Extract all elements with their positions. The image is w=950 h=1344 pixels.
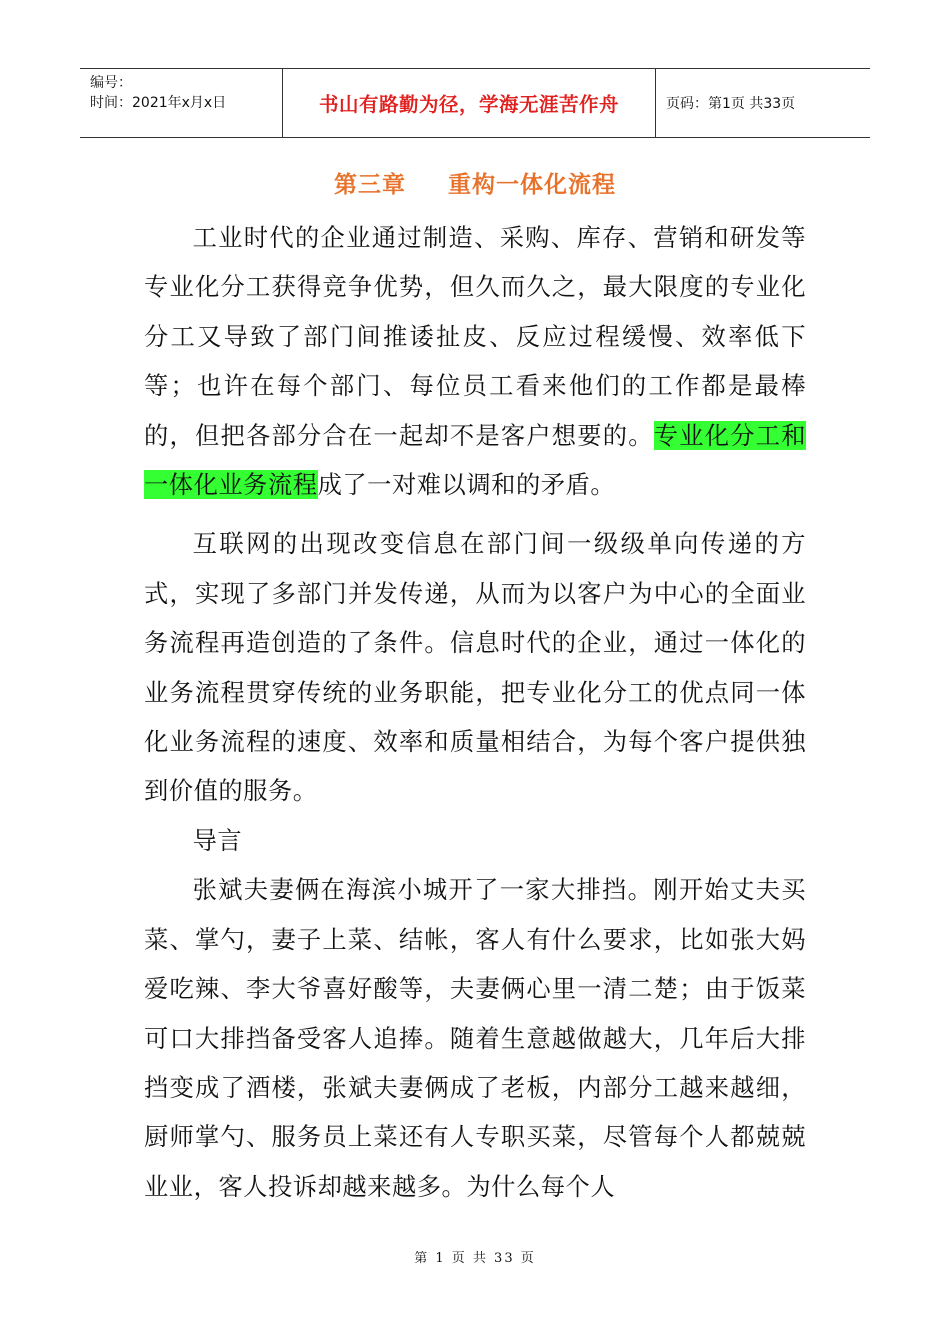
number-label: 编号： <box>90 75 132 91</box>
header-motto: 书山有路勤为径，学海无涯苦作舟 <box>283 69 656 137</box>
header-page-info: 页码：第1页 共33页 <box>666 96 796 112</box>
header-meta <box>80 69 283 137</box>
document-body <box>144 213 806 1211</box>
paragraph-1-tail: 成了一对难以调和的矛盾。 <box>317 470 616 500</box>
chapter-title <box>0 166 950 199</box>
paragraph-1 <box>144 213 806 509</box>
paragraph-4: 张斌夫妻俩在海滨小城开了一家大排挡。刚开始丈夫买菜、掌勺，妻子上菜、结帐，客人有什么要求，比如张大妈爱吃辣、李大爷喜好酸等，夫妻俩心里一清二楚；由于饭菜可口大排挡备受客人追捧。随着生意越做越大，几年后大排挡变成了酒楼，张斌夫妻俩成了老板，内部分工越来越细，厨师掌勺、服务员上菜还有人专职买菜，尽管每个人都兢兢业业，客人投诉却越来越多。为什么每个人 <box>144 875 806 1201</box>
page-footer: 第 1 页 共 33 页 <box>414 1251 536 1266</box>
paragraph-2: 互联网的出现改变信息在部门间一级级单向传递的方式，实现了多部门并发传递，从而为以客户为中心的全面业务流程再造创造的了条件。信息时代的企业，通过一体化的业务流程贯穿传统的业务职能，把专业化分工的优点同一体化业务流程的速度、效率和质量相结合，为每个客户提供独到价值的服务。 <box>144 529 806 806</box>
page-header <box>80 68 870 138</box>
section-heading: 导言 <box>192 825 243 855</box>
time-label: 时间：2021年x月x日 <box>90 95 227 111</box>
highlighted-text: 专业化分工和一体化业务流程 <box>144 420 807 500</box>
chapter-name: 重构一体化流程 <box>448 172 616 198</box>
chapter-number: 第三章 <box>334 172 406 198</box>
paragraph-1-text: 工业时代的企业通过制造、采购、库存、营销和研发等专业化分工获得竞争优势，但久而久之，最大限度的专业化分工又导致了部门间推诿扯皮、反应过程缓慢、效率低下等；也许在每个部门、每位员工看来他们的工作都是最棒的，但把各部分合在一起却不是客户想要的。 <box>144 223 806 450</box>
